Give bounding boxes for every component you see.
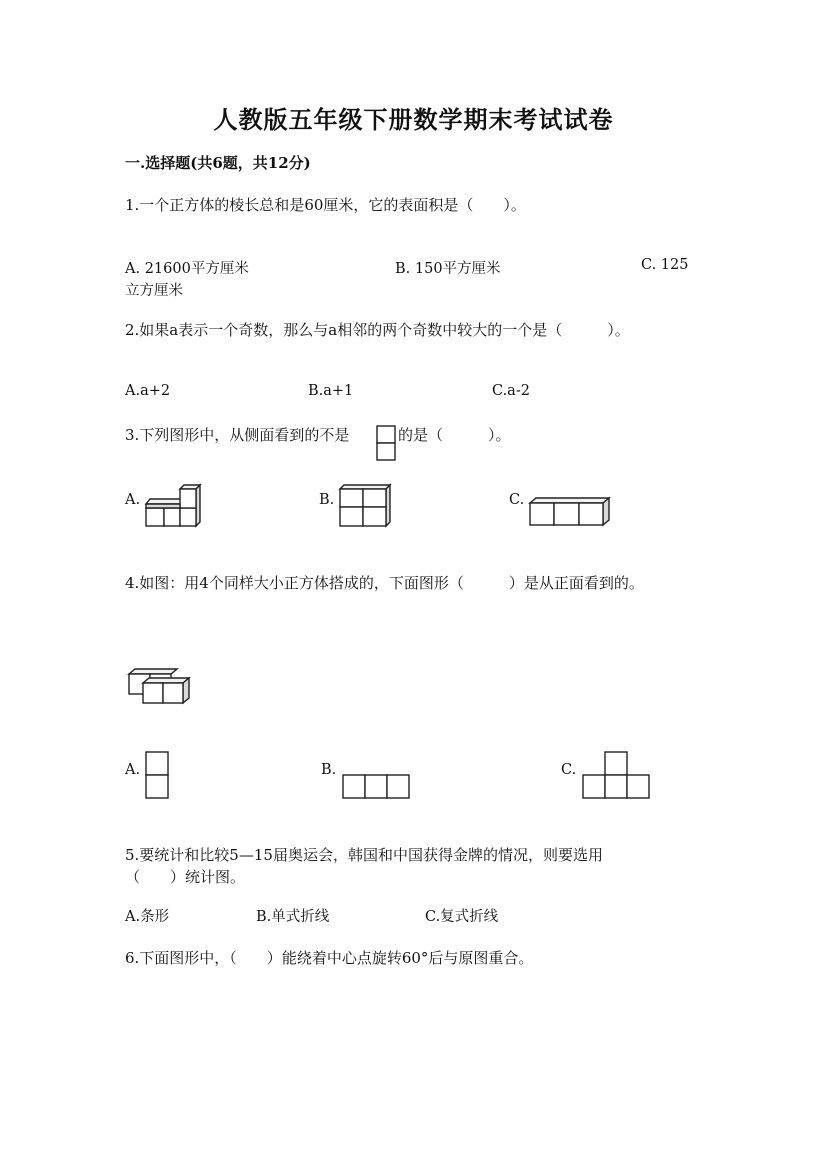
- question-3-stem-start: 3.下列图形中，从侧面看到的不是: [125, 426, 350, 444]
- question-4-stem: 4.如图：用4个同样大小正方体搭成的，下面图形（ ）是从正面看到的。: [125, 574, 644, 592]
- question-5-option-b: B.单式折线: [256, 909, 330, 925]
- question-1-option-b: B. 150平方厘米: [395, 261, 501, 277]
- question-1-stem: 1.一个正方体的棱长总和是60厘米，它的表面积是（ ）。: [125, 196, 526, 214]
- question-4-option-a: A.: [125, 762, 141, 778]
- question-4-option-c: C.: [561, 762, 577, 778]
- question-5-stem-line1: 5.要统计和比较5—15届奥运会，韩国和中国获得金牌的情况，则要选用: [125, 846, 603, 864]
- option-a-front-view: [145, 751, 171, 801]
- option-b-cube-figure: [336, 482, 396, 528]
- two-stacked-squares-figure: [376, 425, 398, 463]
- question-5-stem-line2: （ ）统计图。: [125, 868, 246, 886]
- question-4-option-b: B.: [321, 762, 337, 778]
- question-5-option-a: A.条形: [125, 909, 170, 925]
- four-cubes-figure: [126, 666, 192, 708]
- option-b-front-view: [342, 774, 412, 801]
- page-title: 人教版五年级下册数学期末考试试卷: [213, 105, 614, 134]
- question-3-option-c: C.: [509, 492, 525, 508]
- question-2-stem: 2.如果a表示一个奇数，那么与a相邻的两个奇数中较大的一个是（ ）。: [125, 321, 630, 339]
- question-2-option-c: C.a-2: [492, 383, 530, 399]
- option-c-cube-figure: [527, 494, 613, 530]
- question-1-option-c: C. 125: [641, 257, 689, 273]
- question-1-option-c-wrap: 立方厘米: [125, 283, 183, 299]
- question-2-option-a: A.a+2: [125, 383, 171, 399]
- question-2-option-b: B.a+1: [308, 383, 354, 399]
- section-heading: 一.选择题(共6题，共12分): [125, 154, 311, 172]
- question-3-option-a: A.: [125, 492, 141, 508]
- question-5-option-c: C.复式折线: [425, 909, 499, 925]
- question-3-option-b: B.: [319, 492, 335, 508]
- question-3-stem-end: 的是（ ）。: [398, 426, 511, 444]
- option-a-cube-figure: [140, 482, 204, 528]
- question-6-stem: 6.下面图形中，（ ）能绕着中心点旋转60°后与原图重合。: [125, 949, 534, 967]
- question-1-option-a: A. 21600平方厘米: [125, 261, 249, 277]
- option-c-front-view: [582, 751, 652, 801]
